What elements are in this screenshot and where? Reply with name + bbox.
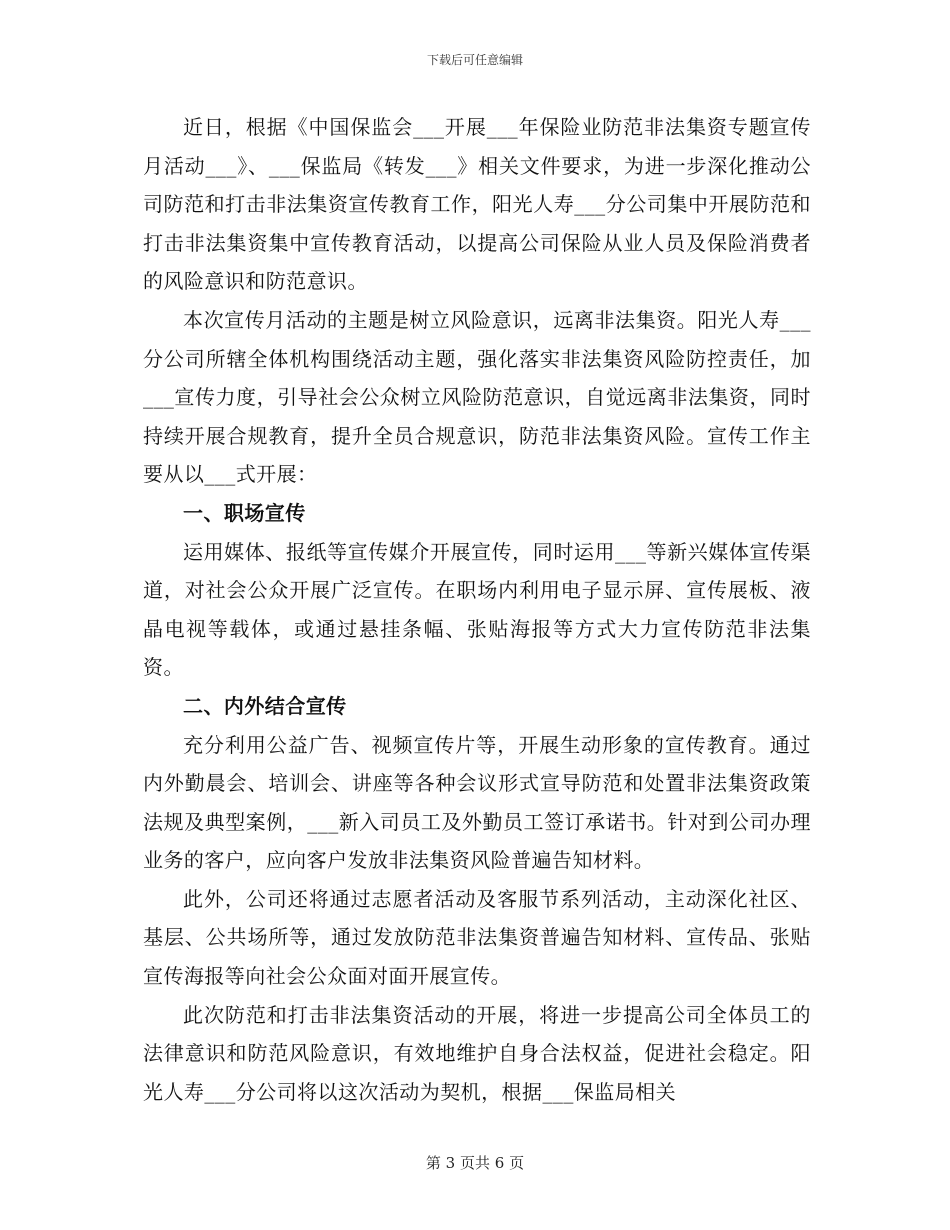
section-heading-2: 二、内外结合宣传 [183,693,347,718]
page-header: 下载后可任意编辑 [426,53,523,67]
paragraph-1: 近日，根据《中国保监会___开展___年保险业防范非法集资专题宣传月活动___》、___保监局《转发___》相关文件要求，为进一步深化推动公司防范和打击非法集资宣传教育工作，阳光人寿___分公司集中开展防范和打击非法集资集中宣传教育活动，以提高公司保险从业人员及保险消费者的风险意识和防范意识。 [143,115,811,294]
paragraph-3: 运用媒体、报纸等宣传媒介开展宣传，同时运用___等新兴媒体宣传渠道，对社会公众开展广泛宣传。在职场内利用电子显示屏、宣传展板、液晶电视等载体，或通过悬挂条幅、张贴海报等方式大力宣传防范非法集资。 [143,539,811,680]
paragraph-6: 此次防范和打击非法集资活动的开展，将进一步提高公司全体员工的法律意识和防范风险意识，有效地维护自身合法权益，促进社会稳定。阳光人寿___分公司将以这次活动为契机，根据___保监局相关 [143,1002,811,1104]
document-body [143,108,811,1111]
paragraph-5: 此外，公司还将通过志愿者活动及客服节系列活动，主动深化社区、基层、公共场所等，通过发放防范非法集资普遍告知材料、宣传品、张贴宣传海报等向社会公众面对面开展宣传。 [143,886,811,989]
paragraph-2: 本次宣传月活动的主题是树立风险意识，远离非法集资。阳光人寿___分公司所辖全体机构围绕活动主题，强化落实非法集资风险防控责任，加___宣传力度，引导社会公众树立风险防范意识，自觉远离非法集资，同时持续开展合规教育，提升全员合规意识，防范非法集资风险。宣传工作主要从以___式开展： [143,307,811,487]
section-heading-1: 一、职场宣传 [183,500,306,525]
paragraph-4: 充分利用公益广告、视频宣传片等，开展生动形象的宣传教育。通过内外勤晨会、培训会、讲座等各种会议形式宣导防范和处置非法集资政策法规及典型案例，___新入司员工及外勤员工签订承诺书。针对到公司办理业务的客户，应向客户发放非法集资风险普遍告知材料。 [143,732,811,873]
page-footer: 第 3 页共 6 页 [425,1154,525,1172]
